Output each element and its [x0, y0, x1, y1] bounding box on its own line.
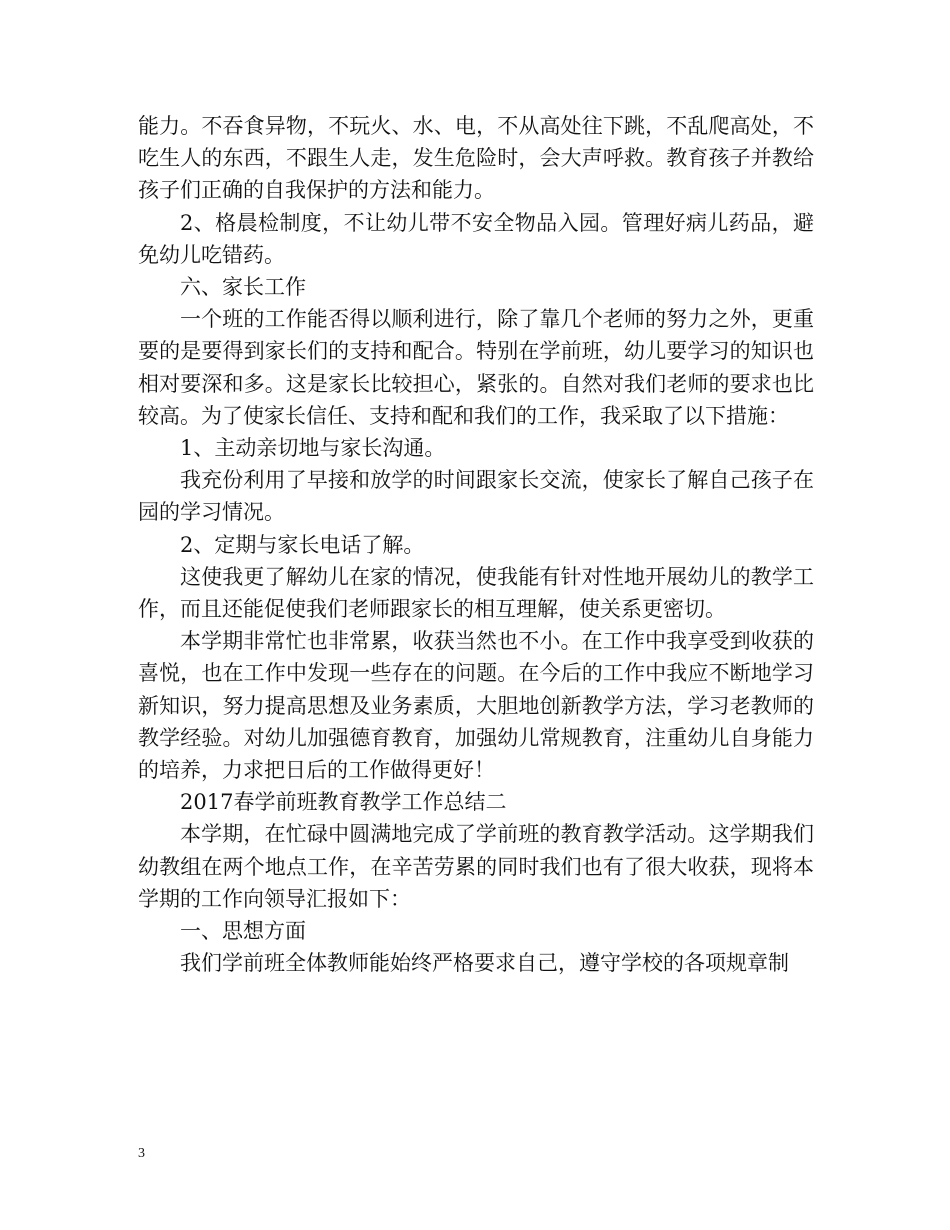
document-body	[138, 110, 814, 979]
paragraph: 六、家长工作	[180, 275, 306, 300]
paragraph: 我们学前班全体教师能始终严格要求自己，遵守学校的各项规章制	[180, 951, 789, 976]
paragraph: 本学期非常忙也非常累，收获当然也不小。在工作中我享受到收获的喜悦，也在工作中发现一些存在的问题。在今后的工作中我应不断地学习新知识，努力提高思想及业务素质，大胆地创新教学方法，学习老教师的教学经验。对幼儿加强德育教育，加强幼儿常规教育，注重幼儿自身能力的培养，力求把日后的工作做得更好！	[138, 629, 814, 783]
paragraph: 一个班的工作能否得以顺利进行，除了靠几个老师的努力之外，更重要的是要得到家长们的支持和配合。特别在学前班，幼儿要学习的知识也相对要深和多。这是家长比较担心，紧张的。自然对我们老师的要求也比较高。为了使家长信任、支持和配和我们的工作，我采取了以下措施：	[138, 307, 814, 428]
paragraph: 一、思想方面	[180, 919, 306, 944]
paragraph: 2017春学前班教育教学工作总结二	[180, 790, 507, 815]
paragraph: 2、定期与家长电话了解。	[180, 532, 425, 557]
paragraph: 1、主动亲切地与家长沟通。	[180, 436, 446, 461]
paragraph: 本学期，在忙碌中圆满地完成了学前班的教育教学活动。这学期我们幼教组在两个地点工作，在辛苦劳累的同时我们也有了很大收获，现将本学期的工作向领导汇报如下：	[138, 822, 814, 911]
paragraph: 能力。不吞食异物，不玩火、水、电，不从高处往下跳，不乱爬高处，不吃生人的东西，不跟生人走，发生危险时，会大声呼救。教育孩子并教给孩子们正确的自我保护的方法和能力。	[138, 114, 814, 203]
paragraph: 2、格晨检制度，不让幼儿带不安全物品入园。管理好病儿药品，避免幼儿吃错药。	[138, 210, 814, 267]
paragraph: 这使我更了解幼儿在家的情况，使我能有针对性地开展幼儿的教学工作，而且还能促使我们老师跟家长的相互理解，使关系更密切。	[138, 564, 814, 622]
paragraph: 我充份利用了早接和放学的时间跟家长交流，使家长了解自己孩子在园的学习情况。	[138, 468, 814, 525]
page-number: 3	[138, 1146, 145, 1161]
